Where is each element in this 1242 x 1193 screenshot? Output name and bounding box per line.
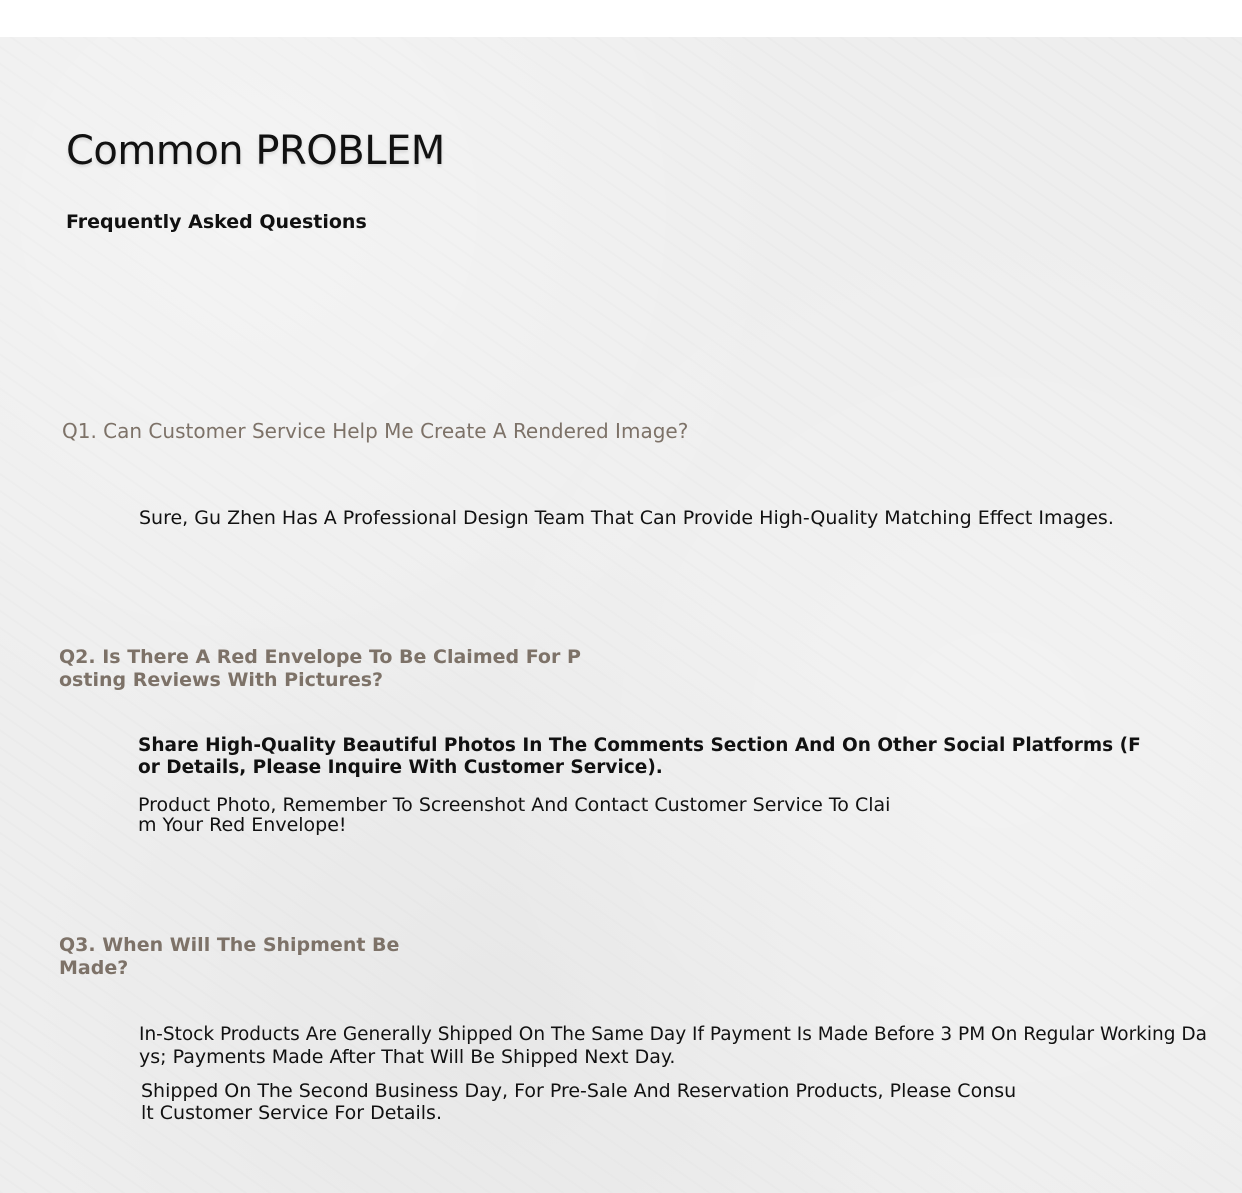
faq-answer-2-line-2: m Your Red Envelope! [138,814,347,836]
faq-answer-2-bold-line-2: or Details, Please Inquire With Customer Service). [138,757,663,778]
faq-question-2 [59,646,581,692]
page-title: Common PROBLEM [66,128,445,174]
faq-question-3 [59,934,399,980]
faq-answer-3-part-2-line-2: lt Customer Service For Details. [141,1102,442,1124]
faq-answer-3-part-2-line-1: Shipped On The Second Business Day, For Pre-Sale And Reservation Products, Please Consu [141,1080,1017,1102]
faq-question-2-line-1: Q2. Is There A Red Envelope To Be Claimed For P [59,646,581,668]
faq-question-2-line-2: osting Reviews With Pictures? [59,669,384,691]
faq-answer-2-bold [138,735,1141,779]
page-subtitle: Frequently Asked Questions [66,211,367,233]
faq-question-1: Q1. Can Customer Service Help Me Create A Rendered Image? [62,419,689,443]
faq-answer-2-bold-line-1: Share High-Quality Beautiful Photos In The Comments Section And On Other Social Platforms (F [138,735,1141,756]
faq-answer-1: Sure, Gu Zhen Has A Professional Design Team That Can Provide High-Quality Matching Effect Images. [139,507,1114,529]
top-white-strip [0,0,1242,37]
faq-question-3-line-1: Q3. When Will The Shipment Be [59,934,400,956]
faq-answer-2-line-1: Product Photo, Remember To Screenshot And Contact Customer Service To Clai [138,794,891,816]
faq-answer-3-part-1-line-2: ys; Payments Made After That Will Be Shipped Next Day. [139,1046,676,1068]
faq-question-3-line-2: Made? [59,957,129,979]
faq-answer-3-part-1-line-1: In-Stock Products Are Generally Shipped On The Same Day If Payment Is Made Before 3 PM On Regular Working Da [139,1024,1207,1045]
faq-answer-2 [138,795,890,835]
faq-answer-3-part-2 [141,1080,1016,1124]
faq-answer-3-part-1 [139,1024,1207,1068]
